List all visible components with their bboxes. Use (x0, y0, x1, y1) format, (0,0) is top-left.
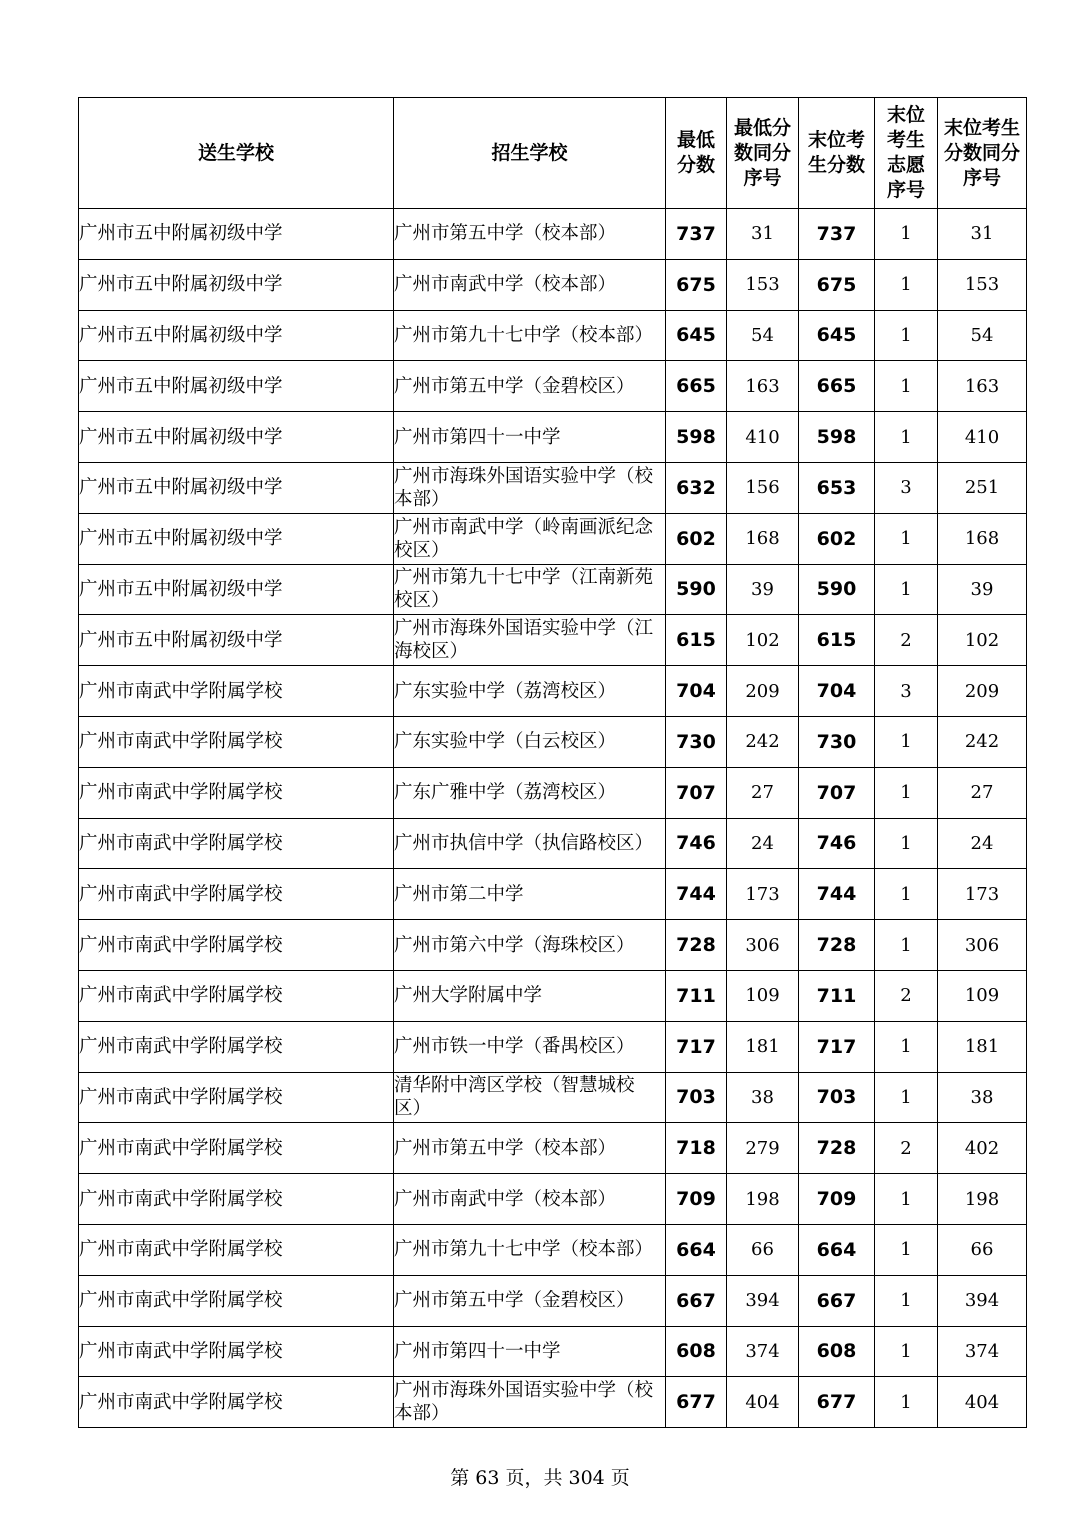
recruiting-school-cell: 广东广雅中学（荔湾校区） (394, 767, 666, 818)
last-score-cell: 703 (799, 1072, 875, 1123)
min-score-cell: 677 (666, 1377, 727, 1428)
last-score-rank-cell: 153 (938, 259, 1027, 310)
min-score-cell: 598 (666, 412, 727, 463)
table-row (79, 1326, 1027, 1377)
last-wish-order-cell: 1 (875, 1326, 938, 1377)
sender-school-cell: 广州市南武中学附属学校 (79, 666, 394, 717)
recruiting-school-cell: 广东实验中学（白云校区） (394, 716, 666, 767)
min-score-rank-cell: 31 (727, 209, 799, 260)
recruiting-school-cell: 广州市第四十一中学 (394, 412, 666, 463)
table-row (79, 1275, 1027, 1326)
recruiting-school-cell: 广州市第五中学（校本部） (394, 1123, 666, 1174)
last-wish-order-cell: 1 (875, 818, 938, 869)
min-score-cell: 737 (666, 209, 727, 260)
sender-school-cell: 广州市南武中学附属学校 (79, 1377, 394, 1428)
sender-school-cell: 广州市南武中学附属学校 (79, 1123, 394, 1174)
sender-school-cell: 广州市南武中学附属学校 (79, 1224, 394, 1275)
table-row (79, 1174, 1027, 1225)
table-row (79, 462, 1027, 513)
min-score-rank-cell: 39 (727, 564, 799, 615)
sender-school-cell: 广州市南武中学附属学校 (79, 1326, 394, 1377)
table-row (79, 716, 1027, 767)
last-wish-order-cell: 1 (875, 1377, 938, 1428)
table-row (79, 970, 1027, 1021)
recruiting-school-cell: 广州市执信中学（执信路校区） (394, 818, 666, 869)
last-score-rank-cell: 209 (938, 666, 1027, 717)
last-score-cell: 707 (799, 767, 875, 818)
min-score-rank-cell: 54 (727, 310, 799, 361)
last-score-cell: 667 (799, 1275, 875, 1326)
recruiting-school-cell: 广州市第五中学（金碧校区） (394, 1275, 666, 1326)
min-score-rank-cell: 24 (727, 818, 799, 869)
last-wish-order-cell: 1 (875, 767, 938, 818)
table-body (79, 209, 1027, 1428)
last-wish-order-cell: 2 (875, 970, 938, 1021)
last-score-rank-cell: 54 (938, 310, 1027, 361)
last-wish-order-cell: 1 (875, 310, 938, 361)
last-score-cell: 608 (799, 1326, 875, 1377)
last-wish-order-cell: 1 (875, 259, 938, 310)
sender-school-cell: 广州市五中附属初级中学 (79, 615, 394, 666)
last-score-rank-cell: 173 (938, 869, 1027, 920)
min-score-rank-cell: 374 (727, 1326, 799, 1377)
last-wish-order-cell: 1 (875, 564, 938, 615)
sender-school-cell: 广州市五中附属初级中学 (79, 564, 394, 615)
last-wish-order-cell: 1 (875, 1021, 938, 1072)
sender-school-cell: 广州市南武中学附属学校 (79, 1174, 394, 1225)
last-score-cell: 602 (799, 513, 875, 564)
sender-school-cell: 广州市五中附属初级中学 (79, 361, 394, 412)
table-row (79, 259, 1027, 310)
last-score-rank-cell: 198 (938, 1174, 1027, 1225)
table-row (79, 1377, 1027, 1428)
min-score-cell: 665 (666, 361, 727, 412)
last-score-cell: 664 (799, 1224, 875, 1275)
sender-school-cell: 广州市南武中学附属学校 (79, 716, 394, 767)
min-score-rank-cell: 168 (727, 513, 799, 564)
last-wish-order-cell: 1 (875, 361, 938, 412)
header-last-wish-order: 末位考生志愿序号 (875, 98, 938, 209)
min-score-cell: 730 (666, 716, 727, 767)
min-score-cell: 645 (666, 310, 727, 361)
min-score-rank-cell: 181 (727, 1021, 799, 1072)
min-score-rank-cell: 27 (727, 767, 799, 818)
table-row (79, 1123, 1027, 1174)
recruiting-school-cell: 广州市南武中学（校本部） (394, 259, 666, 310)
last-score-rank-cell: 402 (938, 1123, 1027, 1174)
min-score-rank-cell: 153 (727, 259, 799, 310)
last-score-rank-cell: 181 (938, 1021, 1027, 1072)
recruiting-school-cell: 广州市铁一中学（番禺校区） (394, 1021, 666, 1072)
last-score-cell: 737 (799, 209, 875, 260)
last-wish-order-cell: 3 (875, 666, 938, 717)
min-score-cell: 718 (666, 1123, 727, 1174)
recruiting-school-cell: 广州市第五中学（金碧校区） (394, 361, 666, 412)
header-recruiting-school: 招生学校 (394, 98, 666, 209)
last-score-cell: 717 (799, 1021, 875, 1072)
sender-school-cell: 广州市南武中学附属学校 (79, 1021, 394, 1072)
recruiting-school-cell: 广州市海珠外国语实验中学（江海校区） (394, 615, 666, 666)
admission-score-table (78, 97, 1027, 1428)
sender-school-cell: 广州市南武中学附属学校 (79, 970, 394, 1021)
sender-school-cell: 广州市南武中学附属学校 (79, 1072, 394, 1123)
last-score-rank-cell: 38 (938, 1072, 1027, 1123)
last-score-rank-cell: 24 (938, 818, 1027, 869)
last-score-rank-cell: 39 (938, 564, 1027, 615)
sender-school-cell: 广州市南武中学附属学校 (79, 767, 394, 818)
last-wish-order-cell: 1 (875, 1275, 938, 1326)
min-score-rank-cell: 306 (727, 920, 799, 971)
min-score-cell: 709 (666, 1174, 727, 1225)
sender-school-cell: 广州市五中附属初级中学 (79, 209, 394, 260)
recruiting-school-cell: 广州市第五中学（校本部） (394, 209, 666, 260)
min-score-cell: 590 (666, 564, 727, 615)
last-score-rank-cell: 168 (938, 513, 1027, 564)
last-score-cell: 746 (799, 818, 875, 869)
recruiting-school-cell: 广州市第六中学（海珠校区） (394, 920, 666, 971)
table-row (79, 361, 1027, 412)
recruiting-school-cell: 广州市第九十七中学（校本部） (394, 310, 666, 361)
min-score-rank-cell: 404 (727, 1377, 799, 1428)
sender-school-cell: 广州市南武中学附属学校 (79, 869, 394, 920)
min-score-rank-cell: 156 (727, 462, 799, 513)
table-row (79, 666, 1027, 717)
sender-school-cell: 广州市南武中学附属学校 (79, 818, 394, 869)
last-wish-order-cell: 2 (875, 615, 938, 666)
min-score-cell: 707 (666, 767, 727, 818)
min-score-cell: 615 (666, 615, 727, 666)
last-score-cell: 677 (799, 1377, 875, 1428)
min-score-rank-cell: 102 (727, 615, 799, 666)
last-score-rank-cell: 251 (938, 462, 1027, 513)
table-row (79, 513, 1027, 564)
min-score-cell: 664 (666, 1224, 727, 1275)
last-score-cell: 645 (799, 310, 875, 361)
recruiting-school-cell: 广州市南武中学（岭南画派纪念校区） (394, 513, 666, 564)
recruiting-school-cell: 广州市南武中学（校本部） (394, 1174, 666, 1225)
last-wish-order-cell: 1 (875, 513, 938, 564)
recruiting-school-cell: 广东实验中学（荔湾校区） (394, 666, 666, 717)
header-min-score: 最低分数 (666, 98, 727, 209)
min-score-rank-cell: 163 (727, 361, 799, 412)
table-row (79, 869, 1027, 920)
min-score-rank-cell: 410 (727, 412, 799, 463)
min-score-cell: 744 (666, 869, 727, 920)
last-score-cell: 704 (799, 666, 875, 717)
sender-school-cell: 广州市五中附属初级中学 (79, 462, 394, 513)
last-wish-order-cell: 1 (875, 1174, 938, 1225)
min-score-cell: 602 (666, 513, 727, 564)
table-row (79, 412, 1027, 463)
min-score-cell: 703 (666, 1072, 727, 1123)
last-score-rank-cell: 109 (938, 970, 1027, 1021)
min-score-rank-cell: 66 (727, 1224, 799, 1275)
last-wish-order-cell: 1 (875, 412, 938, 463)
last-score-cell: 728 (799, 1123, 875, 1174)
sender-school-cell: 广州市南武中学附属学校 (79, 1275, 394, 1326)
min-score-rank-cell: 198 (727, 1174, 799, 1225)
last-score-cell: 665 (799, 361, 875, 412)
recruiting-school-cell: 广州市第四十一中学 (394, 1326, 666, 1377)
recruiting-school-cell: 广州市海珠外国语实验中学（校本部） (394, 1377, 666, 1428)
table-row (79, 920, 1027, 971)
last-score-cell: 744 (799, 869, 875, 920)
recruiting-school-cell: 广州大学附属中学 (394, 970, 666, 1021)
sender-school-cell: 广州市五中附属初级中学 (79, 412, 394, 463)
last-wish-order-cell: 1 (875, 869, 938, 920)
last-score-cell: 590 (799, 564, 875, 615)
table-row (79, 818, 1027, 869)
last-score-rank-cell: 394 (938, 1275, 1027, 1326)
min-score-rank-cell: 38 (727, 1072, 799, 1123)
sender-school-cell: 广州市南武中学附属学校 (79, 920, 394, 971)
header-last-score: 末位考生分数 (799, 98, 875, 209)
last-score-rank-cell: 102 (938, 615, 1027, 666)
header-min-score-rank: 最低分数同分序号 (727, 98, 799, 209)
last-score-rank-cell: 66 (938, 1224, 1027, 1275)
min-score-cell: 717 (666, 1021, 727, 1072)
header-last-score-rank: 末位考生分数同分序号 (938, 98, 1027, 209)
sender-school-cell: 广州市五中附属初级中学 (79, 259, 394, 310)
page-footer: 第 63 页，共 304 页 (450, 1467, 630, 1489)
last-score-rank-cell: 31 (938, 209, 1027, 260)
min-score-rank-cell: 209 (727, 666, 799, 717)
last-wish-order-cell: 1 (875, 1072, 938, 1123)
table-row (79, 310, 1027, 361)
last-wish-order-cell: 1 (875, 209, 938, 260)
last-score-cell: 653 (799, 462, 875, 513)
last-wish-order-cell: 1 (875, 920, 938, 971)
last-score-rank-cell: 374 (938, 1326, 1027, 1377)
sender-school-cell: 广州市五中附属初级中学 (79, 310, 394, 361)
last-score-cell: 728 (799, 920, 875, 971)
last-score-rank-cell: 410 (938, 412, 1027, 463)
last-wish-order-cell: 3 (875, 462, 938, 513)
last-score-cell: 598 (799, 412, 875, 463)
table-row (79, 209, 1027, 260)
min-score-rank-cell: 394 (727, 1275, 799, 1326)
table-row (79, 1224, 1027, 1275)
last-wish-order-cell: 2 (875, 1123, 938, 1174)
table-header-row (79, 98, 1027, 209)
last-score-cell: 709 (799, 1174, 875, 1225)
header-sender-school: 送生学校 (79, 98, 394, 209)
min-score-rank-cell: 173 (727, 869, 799, 920)
min-score-rank-cell: 242 (727, 716, 799, 767)
min-score-cell: 667 (666, 1275, 727, 1326)
last-score-cell: 711 (799, 970, 875, 1021)
last-score-rank-cell: 163 (938, 361, 1027, 412)
min-score-cell: 632 (666, 462, 727, 513)
last-score-rank-cell: 306 (938, 920, 1027, 971)
min-score-cell: 728 (666, 920, 727, 971)
min-score-cell: 746 (666, 818, 727, 869)
min-score-rank-cell: 109 (727, 970, 799, 1021)
table-row (79, 767, 1027, 818)
min-score-rank-cell: 279 (727, 1123, 799, 1174)
last-score-rank-cell: 404 (938, 1377, 1027, 1428)
recruiting-school-cell: 广州市第九十七中学（校本部） (394, 1224, 666, 1275)
recruiting-school-cell: 广州市海珠外国语实验中学（校本部） (394, 462, 666, 513)
last-score-rank-cell: 27 (938, 767, 1027, 818)
last-wish-order-cell: 1 (875, 716, 938, 767)
table-row (79, 615, 1027, 666)
last-score-cell: 675 (799, 259, 875, 310)
recruiting-school-cell: 广州市第二中学 (394, 869, 666, 920)
min-score-cell: 711 (666, 970, 727, 1021)
table-row (79, 1021, 1027, 1072)
table-row (79, 1072, 1027, 1123)
recruiting-school-cell: 广州市第九十七中学（江南新苑校区） (394, 564, 666, 615)
min-score-cell: 608 (666, 1326, 727, 1377)
sender-school-cell: 广州市五中附属初级中学 (79, 513, 394, 564)
last-score-rank-cell: 242 (938, 716, 1027, 767)
min-score-cell: 675 (666, 259, 727, 310)
recruiting-school-cell: 清华附中湾区学校（智慧城校区） (394, 1072, 666, 1123)
table-row (79, 564, 1027, 615)
last-wish-order-cell: 1 (875, 1224, 938, 1275)
last-score-cell: 615 (799, 615, 875, 666)
min-score-cell: 704 (666, 666, 727, 717)
last-score-cell: 730 (799, 716, 875, 767)
